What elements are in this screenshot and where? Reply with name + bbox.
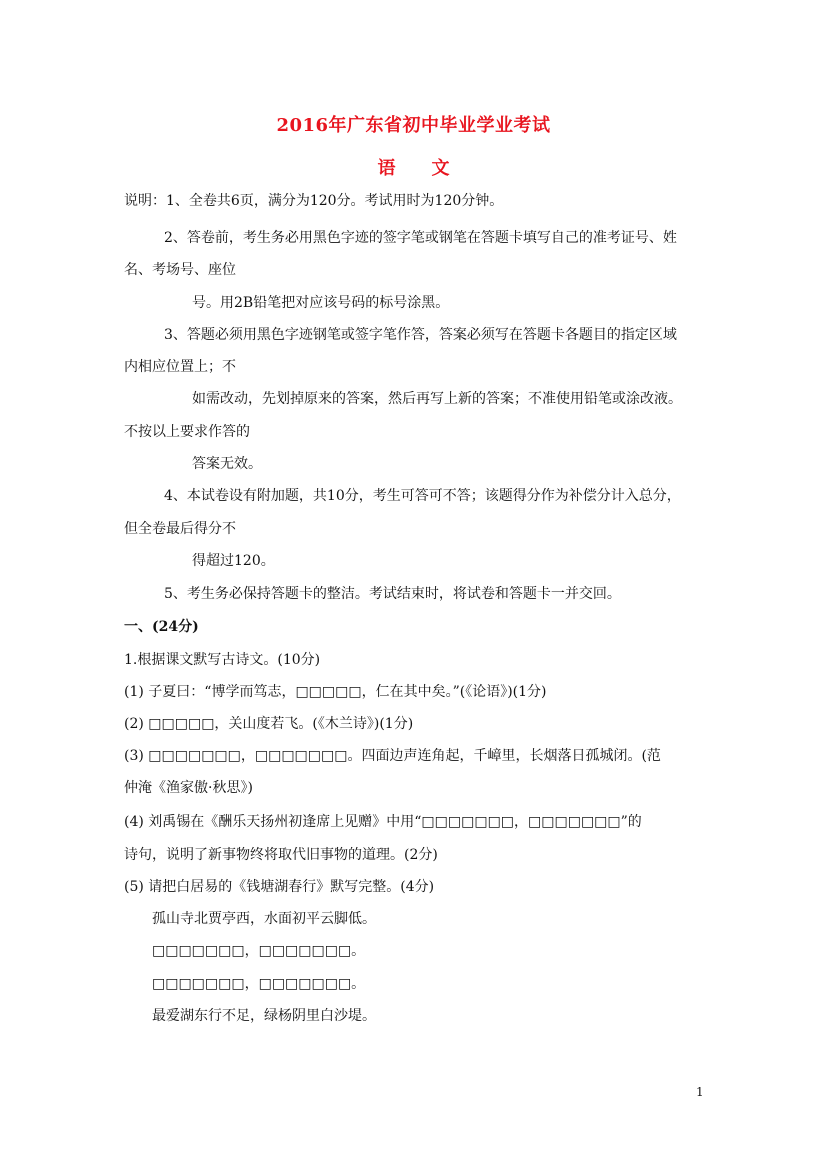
poem-line-4: 最爱湖东行不足，绿杨阴里白沙堤。 [152, 1008, 376, 1024]
instruction-line-4: 号。用2B铅笔把对应该号码的标号涂黑。 [192, 295, 450, 311]
subject-title: 语 文 [377, 158, 450, 179]
question-1-4-line-1: (4) 刘禹锡在《酬乐天扬州初逢席上见赠》中用“□□□□□□□，□□□□□□□”的 [124, 814, 642, 830]
instruction-line-9: 答案无效。 [192, 456, 262, 472]
question-1-2: (2) □□□□□，关山度若飞。(《木兰诗》)(1分) [124, 716, 414, 732]
instruction-line-3: 名、考场号、座位 [124, 262, 236, 278]
instruction-line-11: 但全卷最后得分不 [124, 521, 236, 537]
exam-title: 2016年广东省初中毕业学业考试 [276, 115, 551, 136]
instruction-line-2: 2、答卷前，考生务必用黑色字迹的签字笔或钢笔在答题卡填写自己的准考证号、姓 [164, 230, 677, 246]
question-1-title: 1.根据课文默写古诗文。(10分) [124, 652, 321, 668]
instruction-line-5: 3、答题必须用黑色字迹钢笔或签字笔作答，答案必须写在答题卡各题目的指定区域 [164, 327, 677, 343]
instruction-line-7: 如需改动，先划掉原来的答案，然后再写上新的答案；不准使用铅笔或涂改液。 [192, 391, 682, 407]
poem-line-3: □□□□□□□，□□□□□□□。 [152, 976, 366, 992]
section-heading: 一、(24分) [124, 619, 199, 635]
instruction-line-6: 内相应位置上；不 [124, 359, 236, 375]
poem-line-2: □□□□□□□，□□□□□□□。 [152, 943, 366, 959]
question-1-3-line-2: 仲淹《渔家傲·秋思》) [124, 780, 253, 796]
poem-line-1: 孤山寺北贾亭西，水面初平云脚低。 [152, 911, 376, 927]
instruction-line-13: 5、考生务必保持答题卡的整洁。考试结束时，将试卷和答题卡一并交回。 [164, 586, 621, 602]
question-1-5: (5) 请把白居易的《钱塘湖春行》默写完整。(4分) [124, 879, 435, 895]
question-1-4-line-2: 诗句，说明了新事物终将取代旧事物的道理。(2分) [124, 847, 438, 863]
instruction-line-12: 得超过120。 [192, 553, 275, 569]
question-1-1: (1) 子夏曰：“博学而笃志，□□□□□，仁在其中矣。”(《论语》)(1分) [124, 684, 547, 700]
instruction-line-1: 说明：1、全卷共6页，满分为120分。考试用时为120分钟。 [124, 193, 504, 209]
instruction-line-8: 不按以上要求作答的 [124, 424, 250, 440]
instruction-line-10: 4、本试卷设有附加题，共10分，考生可答可不答；该题得分作为补偿分计入总分， [164, 488, 681, 504]
question-1-3-line-1: (3) □□□□□□□，□□□□□□□。四面边声连角起，千嶂里，长烟落日孤城闭。(范 [124, 748, 661, 764]
page-number: 1 [696, 1085, 704, 1099]
